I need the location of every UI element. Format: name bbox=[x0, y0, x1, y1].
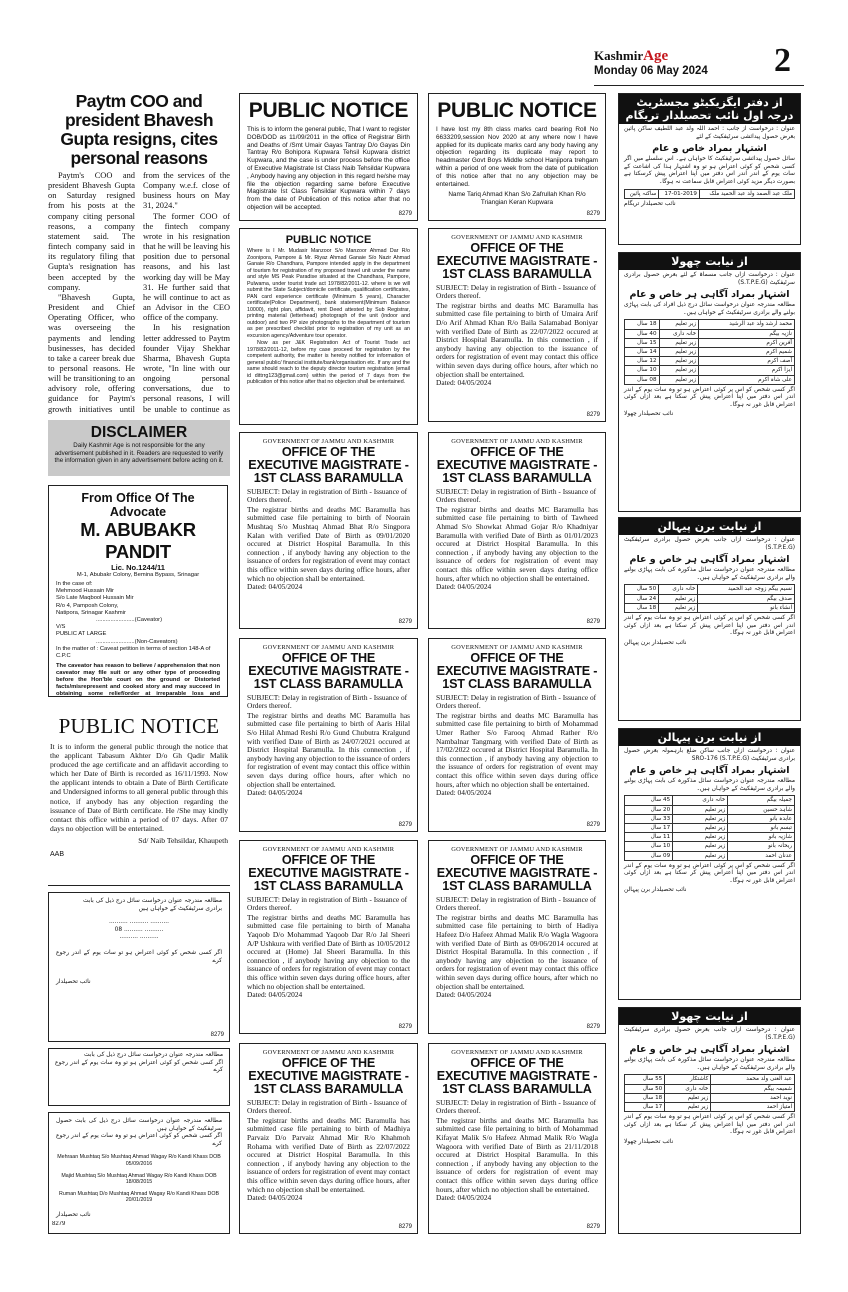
notice-body: The registrar births and deaths MC Baramulla has submitted case file pertaining to birth of Aaris Hilal S/o Hilal Ahmad Reshi R/o Gund Chubutra Kralgund with verified Date of Birth as 24/07/2021 occured at District Hospital Baramulla. In this connection , if anybody having any objection to the issuance of orders for registration of event may contact this office within seven days during office hours, after which no objection shall be entertained. bbox=[247, 710, 410, 789]
urdu-line: اگر کسی شخص کو کوئی اعتراض ہو تو وہ سات یوم کے اندر رجوع کرے bbox=[55, 1059, 223, 1074]
table-cell: زیر تعلیم bbox=[659, 375, 699, 384]
table-cell: 40 سال bbox=[625, 329, 660, 338]
disclaimer-body: Daily Kashmir Age is not responsible for the any advertisement published in it. Readers are requested to verify the information given in any advertisement before acting on it. bbox=[54, 442, 224, 465]
article-paragraph: from the services of the Company w.e.f. close of business hours on May 31, 2024." bbox=[143, 171, 230, 211]
birth-notice bbox=[239, 432, 418, 629]
table-cell: 12 سال bbox=[625, 357, 660, 366]
urdu-subject: عنوان : درخواست ازاں جانب ساکن ضلع بارہمولہ بغرض حصول برادری سرٹیفکیٹ SRO-176 (S.T.P.E.G) bbox=[624, 748, 795, 762]
office-title: OFFICE OF THE EXECUTIVE MAGISTRATE - 1ST CLASS BARAMULLA bbox=[248, 1056, 409, 1097]
advocate-line: In the case of: bbox=[56, 581, 93, 587]
ad-id: 8279 bbox=[52, 1221, 66, 1227]
urdu-table bbox=[624, 1074, 795, 1112]
urdu-row-en: Ruman Mushtaq D/o Mushtaq Ahmad Wagay R/o Kandi Khass DOB 20/01/2019 bbox=[59, 1190, 219, 1204]
urdu-notice-left-1 bbox=[48, 892, 230, 1042]
advocate-line: S/o Late Maqbool Hussain Mir bbox=[56, 595, 134, 602]
advocate-paragraph: The caveator has reason to believe / apprehension that non caveator may file suit or any other type of proceeding before the Hon'ble court on the ground or Distorted facts/misrepresent and cooked story and may succeed in obtaining some relief/order at irreparable loss and bbox=[56, 663, 220, 697]
table-cell: خانہ داری bbox=[673, 796, 728, 805]
urdu-text: مطالعہ مندرجہ عنوان درخواست سائل مذکورہ کی بابت پہاڑی بولنے والے برادری سرٹیفکیٹ کے خواہاں ہیں۔ bbox=[624, 567, 795, 581]
urdu-signature: نائب تحصیلدار برن پیہالن bbox=[624, 639, 687, 646]
advocate-notice bbox=[48, 485, 228, 697]
public-notice-1-title: PUBLIC NOTICE bbox=[248, 99, 409, 122]
advocate-license: Lic. No.1244/11 bbox=[111, 563, 165, 572]
urdu-line: اگر کسی شخص کو کوئی اعتراض ہو تو سات یوم کے اندر رجوع کرے bbox=[56, 949, 222, 964]
table-cell: 50 سال bbox=[625, 1084, 665, 1093]
notice-date: Dated: 04/05/2024 bbox=[436, 582, 492, 592]
table-cell: 24 سال bbox=[625, 594, 659, 603]
table-cell: شمیم اکرم bbox=[699, 347, 795, 356]
office-title: OFFICE OF THE EXECUTIVE MAGISTRATE - 1ST CLASS BARAMULLA bbox=[248, 445, 409, 486]
urdu-table bbox=[624, 584, 795, 613]
table-cell: عبد الغنی ولد محمد bbox=[711, 1075, 795, 1084]
notice-date: Dated: 04/05/2024 bbox=[247, 582, 303, 592]
table-row bbox=[625, 833, 795, 842]
table-cell: زیر تعلیم bbox=[673, 833, 728, 842]
office-title: OFFICE OF THE EXECUTIVE MAGISTRATE - 1ST CLASS BARAMULLA bbox=[248, 853, 409, 894]
notice-body: The registrar births and deaths MC Baramulla has submitted case file pertaining to birth of Manaha Yaqoob D/o Mohammad Yaqoob Dar R/o Jal Sheeri A/P Ushkura with verified Date of Birth as 10/05/2012 occured at (Home) Jal Sheeri Baramulla. In this connection , if anybody having any objection to the issuance of orders for registration of event may contact this office within seven days during office hours, after which no objection shall be entertained. bbox=[247, 912, 410, 991]
public-notice-1 bbox=[239, 93, 418, 221]
advocate-line: ........................(Caveator) bbox=[96, 617, 163, 624]
office-title: OFFICE OF THE EXECUTIVE MAGISTRATE - 1ST CLASS BARAMULLA bbox=[436, 853, 598, 894]
ad-id: 8279 bbox=[586, 211, 600, 217]
table-cell: جمیلہ بیگم bbox=[728, 796, 795, 805]
public-notice-big-title: PUBLIC NOTICE bbox=[58, 714, 220, 738]
table-row bbox=[625, 189, 795, 198]
advocate-name: M. ABUBAKR PANDIT bbox=[80, 519, 196, 562]
table-cell: عابدہ بانو bbox=[728, 814, 795, 823]
urdu-header: از نیابت برن پیہالن bbox=[619, 518, 800, 535]
table-cell: زیر تعلیم bbox=[659, 603, 698, 612]
table-row bbox=[625, 842, 795, 851]
urdu-signature: نائب تحصیلدار bbox=[56, 1211, 91, 1218]
public-notice-2-signature: Name Tariq Ahmad Khan S/o Zafrullah Khan R/o Triangian Keran Kupwara bbox=[448, 191, 586, 207]
table-cell: 18 سال bbox=[625, 1093, 665, 1102]
urdu-notice-1 bbox=[618, 93, 801, 245]
table-cell: زیر تعلیم bbox=[659, 366, 699, 375]
urdu-notice-left-2 bbox=[48, 1112, 230, 1234]
disclaimer-box bbox=[48, 420, 230, 476]
urdu-line: .......... .......... 08 bbox=[114, 926, 164, 933]
notice-date: Dated: 04/05/2024 bbox=[436, 1193, 492, 1203]
table-cell: زیر تعلیم bbox=[673, 805, 728, 814]
urdu-line: مطالعہ مندرجہ عنوان درخواست سائل درج ذیل کی بابت حصول سرٹیفکیٹ کے خواہاں ہیں bbox=[56, 1118, 222, 1132]
notice-date: Dated: 04/05/2024 bbox=[436, 788, 492, 798]
public-notice-big bbox=[48, 712, 230, 884]
public-notice-1-body: This is to inform the general public, That I want to register DOB/DOD as 11/09/2011 in the office of Registrar Birth and Deaths of /Smt Umair Gayas Tantray D/o Gayas Din Tantray R/o Bohipora Kupwara Tehsil Kupwara district Kupwara, and the case is under process before the office of Executive Magistrate Ist Class Naib Tehsildar Kupwara , Anybody having any objection in this regard he/she may file the objection regarding same before Executive Magistrate Ist Class Tehsildar Kupwara within 7 days from the date of Publication of this notice after that no objection will be accepted. bbox=[247, 126, 410, 211]
office-title: OFFICE OF THE EXECUTIVE MAGISTRATE - 1ST CLASS BARAMULLA bbox=[248, 651, 409, 692]
table-cell: 17 سال bbox=[625, 1102, 665, 1111]
urdu-signature: نائب تحصیلدار bbox=[56, 979, 91, 986]
table-cell: 55 سال bbox=[625, 1075, 665, 1084]
urdu-subject: عنوان : درخواست ازاں جانب بغرض حصول برادری سرٹیفکیٹ (S.T.P.E.G) bbox=[624, 537, 795, 551]
urdu-line: .......... .......... bbox=[119, 934, 159, 941]
table-cell: زیر تعلیم bbox=[665, 1093, 711, 1102]
urdu-footer: اگر کسی شخص کو اس پر کوئی اعتراض ہو تو وہ سات یوم کے اندر اندر اس دفتر میں اپنا اعتراض پیش کر سکتا ہے بعد ازاں کوئی اعتراض قابل غور نہ ہوگا۔ bbox=[624, 1114, 795, 1136]
birth-notice bbox=[239, 1043, 418, 1234]
table-cell: 18 سال bbox=[625, 320, 660, 329]
urdu-signature: نائب تحصیلدار تریگام bbox=[624, 200, 676, 207]
birth-notice bbox=[428, 228, 606, 422]
masthead-date: Monday 06 May 2024 bbox=[594, 65, 708, 77]
table-cell: 14 سال bbox=[625, 347, 660, 356]
birth-notice bbox=[428, 840, 606, 1034]
urdu-footer: اگر کسی شخص کو اس پر کوئی اعتراض ہو تو وہ سات یوم کے اندر اندر اس دفتر میں اپنا اعتراض پیش کر سکتا ہے بعد ازاں کوئی اعتراض قابل غور نہ ہوگا۔ bbox=[624, 614, 795, 637]
ad-id: 8279 bbox=[398, 211, 412, 217]
table-cell: زیر تعلیم bbox=[659, 357, 699, 366]
urdu-header: از نیابت چھولا bbox=[619, 1008, 800, 1025]
urdu-line: برادری سرٹیفکیٹ کے خواہاں ہیں bbox=[138, 905, 222, 912]
table-cell: 15 سال bbox=[625, 338, 660, 347]
table-row bbox=[625, 814, 795, 823]
urdu-line: اگر کسی شخص کو کوئی اعتراض ہو تو وہ سات یوم کے اندر رجوع کرے bbox=[56, 1133, 222, 1147]
ad-id: 8279 bbox=[398, 822, 412, 828]
public-notice-small-body2: Now as per J&K Registration Act of Tourist Trade act 1978/82/2011-12, before my case proceed for registration by the competent authority, the matter is hereby notified for information of general public/ financial institute/bank/organisation etc. If any and the same should reach to the deputy director tourism registration (email id dittrrg123@gmail.com) within the period of 7 days from the publication of this notice after that no objection shall be entertained. bbox=[247, 340, 410, 385]
urdu-text: سائل حصول پیدائشی سرٹیفکیٹ کا خواہاں ہے۔ اس سلسلے میں اگر کسی شخص کو کوئی اعتراض ہو تو وہ اشتہار ہذا کی اشاعت کے سات یوم کے اندر اندر اس دفتر میں اپنا اعتراض پیش کرسکتا ہے بصورت دیگر مزید کوئی اعتراض قابل سماعت نہ ہوگا۔ bbox=[624, 156, 795, 185]
table-cell: 11 سال bbox=[625, 833, 673, 842]
notice-body: The registrar births and deaths MC Baramulla has submitted case file pertaining to birth of Noorain Mushtaq S/o Mushtaq Ahmad Bhat R/o Singpora Kalan with verified Date of Birth as 09/01/2020 occured at District Hospital Baramulla. In this connection , if anybody having any objection to the issuance of orders for registration of event may contact this office within seven days during office hours, after which no objection shall be entertained. bbox=[247, 504, 410, 583]
ad-id: 8279 bbox=[586, 412, 600, 418]
table-cell: نازیہ بیگم bbox=[699, 329, 795, 338]
table-cell: 10 سال bbox=[625, 366, 660, 375]
office-title: OFFICE OF THE EXECUTIVE MAGISTRATE - 1ST CLASS BARAMULLA bbox=[436, 445, 598, 486]
advocate-line: Mehmood Hussain Mir bbox=[56, 588, 114, 595]
article-headline: Paytm COO and president Bhavesh Gupta resigns, cites personal reasons bbox=[60, 92, 218, 168]
table-row bbox=[625, 851, 795, 860]
notice-date: Dated: 04/05/2024 bbox=[247, 788, 303, 798]
birth-notice bbox=[239, 840, 418, 1034]
table-cell: 33 سال bbox=[625, 814, 673, 823]
public-notice-2 bbox=[428, 93, 606, 221]
table-cell: ریحانہ بانو bbox=[728, 842, 795, 851]
table-cell: کاشتکار bbox=[665, 1075, 711, 1084]
table-cell: زیر تعلیم bbox=[665, 1102, 711, 1111]
table-cell: شاہد حسین bbox=[728, 805, 795, 814]
notice-subject: SUBJECT: Delay in registration of Birth - Issuance of Orders thereof. bbox=[436, 1097, 597, 1116]
article-paragraph: The former COO of the fintech company wrote in his resignation that he will be leaving his position due to personal reasons, and his last working day will be May 31. He further said that he will continue to act as an Advisor in the CEO office of the company. bbox=[143, 211, 230, 323]
ad-id: 8279 bbox=[586, 822, 600, 828]
urdu-table bbox=[624, 795, 795, 860]
article-paragraph: In his resignation letter addressed to Paytm founder Vijay Shekhar Sharma, Bhavesh Gupta wrote, "In line with our ongoing personal conversations, due to personal reasons, I will be unable to continue as bbox=[143, 323, 230, 414]
urdu-title: اشتہار بمراد خاص و عام bbox=[652, 143, 767, 155]
gov-label: GOVERNMENT OF JAMMU AND KASHMIR bbox=[451, 438, 583, 445]
urdu-signature: نائب تحصیلدار برن پیہالن bbox=[624, 887, 687, 894]
notice-body: The registrar births and deaths MC Baramulla has submitted case file pertaining to birth of Hadiya Hafeez D/o Hafeez Ahmad Malik R/o Wagla Wagoora with verified Date of Birth as 09/06/2014 occured at District Hospital Baramulla. In this connection , if anybody having any objection to the issuance of orders for registration of event may contact this office within seven days during office hours, after which no objection shall be entertained. bbox=[436, 912, 598, 991]
gov-label: GOVERNMENT OF JAMMU AND KASHMIR bbox=[262, 438, 395, 445]
urdu-subject: عنوان : درخواست از جانب : احمد اللہ ولد عبد اللطیف ساکن پائین بغرض حصول پیدائشی سرٹیفکیٹ کے لئے bbox=[624, 126, 795, 140]
table-cell: 17 سال bbox=[625, 823, 673, 832]
article-paragraph: "Bhavesh Gupta, President and Chief Operating Officer, who was overseeing the payments and lending businesses, has decided to take a career break due to personal reasons. He will be transitioning to an advisory role, offering guidance for Paytm's growth initiatives until bbox=[48, 292, 135, 414]
table-row bbox=[625, 1102, 795, 1111]
table-cell: محمد ارشد ولد عبد الرشید bbox=[699, 320, 795, 329]
advocate-line: In the matter of : Caveat petition in terms of section 148-A of C.P.C bbox=[56, 645, 211, 660]
public-notice-big-tag: AAB bbox=[50, 850, 65, 858]
public-notice-big-body: It is to inform the general public through the notice that the applicant Tabasum Akhter D/o Gh Qadir Malik produced the age certificate and an affidavit according to which her Date of Birth is recorded as 16/11/1993. Now the applicant intends to obtain a Date of Birth Certificate and Undersigned informs to all general public through this notice, if anybody has any objection regarding the issuance of Date of Birth certificate. He /She may kindly contact this office within a period of 07 days. After 07 days no objection will be entertained. bbox=[50, 742, 228, 833]
table-cell: نوید احمد bbox=[711, 1093, 795, 1102]
table-row bbox=[625, 329, 795, 338]
table-cell: شازیہ بانو bbox=[728, 833, 795, 842]
table-cell: تبسم بانو bbox=[728, 823, 795, 832]
table-cell: امتیاز احمد bbox=[711, 1102, 795, 1111]
table-cell: زیر تعلیم bbox=[659, 347, 699, 356]
urdu-title: اشتہار بمراد آگاہی ہر خاص و عام bbox=[629, 289, 790, 301]
table-cell: زیر تعلیم bbox=[673, 823, 728, 832]
urdu-text: مطالعہ مندرجہ عنوان درخواست سائل مذکورہ کی بابت پہاڑی بولنے والے برادری سرٹیفکیٹ کے خواہاں ہیں۔ bbox=[624, 778, 795, 792]
table-cell: زیر تعلیم bbox=[659, 594, 698, 603]
gov-label: GOVERNMENT OF JAMMU AND KASHMIR bbox=[451, 1049, 583, 1056]
birth-notice bbox=[239, 638, 418, 832]
ad-id: 8279 bbox=[210, 1032, 224, 1038]
notice-body: The registrar births and deaths MC Baramulla has submitted case file pertaining to birth of Umaira Arif D/o Arif Ahmad Khan R/o Baila Salamabad Boniyar with verified Date of Birth as 22/07/2022 occured at District Hospital Baramulla. In this connection , if anybody having any objection to the issuance of orders for registration of event may contact this office within seven days during office hours, after which no objection shall be entertained. bbox=[436, 300, 598, 379]
table-cell: نسیم بیگم زوجہ عبد الحمید bbox=[698, 585, 795, 594]
table-row bbox=[625, 338, 795, 347]
table-cell: آصف اکرم bbox=[699, 357, 795, 366]
public-notice-2-body: I have lost my 8th class marks card bearing Roll No 6633209,session Nov 2020 at any where now I have applied for its duplicate marks card any body having any objection regarding its duplicate may report to headmaster Govt Boys Middle school Hanjipora trehgam within a period of one week from the date of publication of this notice after that no any objection may be entertained. bbox=[436, 126, 598, 188]
table-cell: علی شاہ اکرم bbox=[699, 375, 795, 384]
table-cell: زیر تعلیم bbox=[659, 338, 699, 347]
table-row bbox=[625, 357, 795, 366]
urdu-text: مطالعہ مندرجہ عنوان درخواست سائل مذکورہ کی بابت پہاڑی بولنے والے برادری سرٹیفکیٹ کے خواہاں ہیں۔ bbox=[624, 1057, 795, 1071]
advocate-line: Natipora, Srinagar Kashmir bbox=[56, 609, 126, 616]
urdu-footer: اگر کسی شخص کو اس پر کوئی اعتراض ہو تو وہ سات یوم کے اندر اندر اس دفتر میں اپنا اعتراض پیش کر سکتا ہے بعد ازاں کوئی اعتراض قابل غور نہ ہوگا۔ bbox=[624, 862, 795, 884]
birth-notice bbox=[428, 432, 606, 629]
notice-date: Dated: 04/05/2024 bbox=[436, 378, 492, 388]
masthead-logo: KashmirAge bbox=[594, 48, 669, 64]
table-cell: ساکنہ پائین bbox=[625, 189, 659, 198]
gov-label: GOVERNMENT OF JAMMU AND KASHMIR bbox=[262, 846, 395, 853]
notice-subject: SUBJECT: Delay in registration of Birth - Issuance of Orders thereof. bbox=[247, 692, 408, 711]
urdu-signature: نائب تحصیلدار چھولا bbox=[624, 411, 674, 418]
table-row bbox=[625, 320, 795, 329]
public-notice-big-signature: Sd/ Naib Tehsildar, Khaupeth bbox=[138, 835, 228, 845]
notice-subject: SUBJECT: Delay in registration of Birth - Issuance of Orders thereof. bbox=[247, 894, 408, 913]
urdu-subject: عنوان : درخواست ازاں جانب بغرض حصول برادری سرٹیفکیٹ (S.T.P.E.G) bbox=[624, 1027, 795, 1041]
urdu-subject: عنوان : درخواست ازاں جانب مسماۃ کے لئے بغرض حصول برادری سرٹیفکیٹ (S.T.P.E.G) bbox=[624, 272, 795, 286]
advocate-from: From Office Of The Advocate bbox=[81, 491, 195, 519]
ad-id: 8279 bbox=[398, 1224, 412, 1230]
table-cell: 20 سال bbox=[625, 805, 673, 814]
urdu-title: اشتہار بمراد آگاہی ہر خاص و عام bbox=[629, 1044, 790, 1056]
urdu-footer: اگر کسی شخص کو اس پر کوئی اعتراض ہو تو وہ سات یوم کے اندر اندر اس دفتر میں اپنا اعتراض پیش کر سکتا ہے بعد ازاں کوئی اعتراض قابل غور نہ ہوگا۔ bbox=[624, 386, 795, 408]
notice-body: The registrar births and deaths MC Baramulla has submitted case file pertaining to birth of Mohammad Kifayat Malik S/o Hafeez Ahmad Malik R/o Wagla Wagoora with verified Date of Birth as 21/11/2018 occured at District Hospital Baramulla. In this connection , if anybody having any objection to the issuance of orders for registration of event may contact this office within seven days during office hours, after which no objection shall be entertained. bbox=[436, 1115, 598, 1194]
notice-subject: SUBJECT: Delay in registration of Birth - Issuance of Orders thereof. bbox=[247, 1097, 408, 1116]
ad-id: 8279 bbox=[398, 1024, 412, 1030]
table-cell: 17-01-2019 bbox=[659, 189, 700, 198]
notice-subject: SUBJECT: Delay in registration of Birth - Issuance of Orders thereof. bbox=[436, 692, 597, 711]
urdu-table bbox=[624, 189, 795, 199]
urdu-row-en: Majid Mushtaq S/o Mushtaq Ahmad Wagay R/o Kandi Khass DOB 18/08/2015 bbox=[61, 1172, 217, 1186]
table-row bbox=[625, 823, 795, 832]
urdu-header: از دفتر ایگزیکیٹو مجسٹریٹ درجہ اول نائب تحصیلدار تریگام bbox=[619, 94, 800, 124]
urdu-line: مطالعہ مندرجہ عنوان درخواست سائل درج ذیل کی بابت bbox=[83, 1052, 223, 1058]
table-cell: خانہ داری bbox=[659, 329, 699, 338]
advocate-line: V/S bbox=[56, 624, 66, 631]
office-title: OFFICE OF THE EXECUTIVE MAGISTRATE - 1ST CLASS BARAMULLA bbox=[436, 1056, 598, 1097]
table-cell: 09 سال bbox=[625, 851, 673, 860]
notice-subject: SUBJECT: Delay in registration of Birth - Issuance of Orders thereof. bbox=[436, 894, 597, 913]
table-cell: 45 سال bbox=[625, 796, 673, 805]
urdu-table bbox=[624, 319, 795, 384]
table-cell: خانہ داری bbox=[659, 585, 698, 594]
notice-body: The registrar births and deaths MC Baramulla has submitted case file pertaining to birth of Mohammad Umer Rather S/o Farooq Ahmad Rather R/o Nambalnar Tangmarg with verified Date of Birth as 17/02/2022 occured at District Hospital Baramulla. In this connection , if anybody having any objection to the issuance of orders for registration of event may contact this office within seven days during office hours, after which no objection shall be entertained. bbox=[436, 710, 598, 789]
advocate-address: M-1, Abubakr Colony, Bemina Bypass, Srinagar bbox=[76, 572, 200, 578]
public-notice-small-title: PUBLIC NOTICE bbox=[285, 234, 372, 246]
ad-id: 8279 bbox=[586, 1024, 600, 1030]
advocate-line: ........................(Non-Caveators) bbox=[96, 638, 178, 645]
office-title: OFFICE OF THE EXECUTIVE MAGISTRATE - 1ST CLASS BARAMULLA bbox=[436, 651, 598, 692]
notice-date: Dated: 04/05/2024 bbox=[436, 990, 492, 1000]
table-row bbox=[625, 805, 795, 814]
public-notice-2-title: PUBLIC NOTICE bbox=[437, 99, 597, 122]
gov-label: GOVERNMENT OF JAMMU AND KASHMIR bbox=[451, 846, 583, 853]
advocate-line: R/o 4, Pamposh Colony, bbox=[56, 602, 119, 609]
notice-subject: SUBJECT: Delay in registration of Birth - Issuance of Orders thereof. bbox=[247, 486, 408, 505]
public-notice-small-body: Where is I Mr. Mudasir Manzoor S/o Manzoor Ahmad Dar R/o Zoonipora, Pampore & Mr. Riyaz Ahmad Ganaie S/o Nazir Ahmad Ganaie R/o Chandhara, Pampore intended apply in the department of tourism for registration of my proposed travel unit under the name and style MS Peak Paradise situated at the Chandhara, Pampore, Pulwama, under tourist trade act 1978/82/2011-12. where is we will submit the State Subject/domicile certificate, qualification certificates, PAN card experience certificate (Minimum 5 years), Character certificate(Police Department), bank statement(Minimum Balance 10000), right plan, affidavit, rent Deed attested by Sub Registrar, printing material (letterhead) photograph of the unit (indoor and outdoor) and two PP size photographs to the department of tourism as per prescribed checklist prior to registration of my unit as an excursion agency/Adventure tour operator. bbox=[247, 248, 410, 339]
table-cell: آفرین اکرم bbox=[699, 338, 795, 347]
table-row bbox=[625, 594, 795, 603]
urdu-notice-mid-small bbox=[48, 1048, 230, 1106]
table-cell: زیر تعلیم bbox=[659, 320, 699, 329]
table-cell: 08 سال bbox=[625, 375, 660, 384]
table-cell: صدف بیگم bbox=[698, 594, 795, 603]
table-cell: 10 سال bbox=[625, 842, 673, 851]
gov-label: GOVERNMENT OF JAMMU AND KASHMIR bbox=[451, 234, 583, 241]
table-row bbox=[625, 796, 795, 805]
notice-body: The registrar births and deaths MC Baramulla has submitted case file pertaining to birth of Tawheed Ahmad S/o Showkat Ahmad Gojar R/o Khadniyar Baramulla with verified Date of Birth as 01/01/2023 occured at District Hospital Baramulla. In this connection , if anybody having any objection to the issuance of orders for registration of event may contact this office within seven days during office hours, after which no objection shall be entertained. bbox=[436, 504, 598, 583]
disclaimer-title: DISCLAIMER bbox=[90, 424, 188, 441]
gov-label: GOVERNMENT OF JAMMU AND KASHMIR bbox=[262, 644, 395, 651]
article bbox=[48, 92, 230, 414]
ad-id: 8279 bbox=[398, 619, 412, 625]
birth-notice bbox=[428, 1043, 606, 1234]
table-cell: زیر تعلیم bbox=[673, 851, 728, 860]
table-cell: 50 سال bbox=[625, 585, 659, 594]
urdu-header: از نیابت چھولا bbox=[619, 253, 800, 270]
notice-subject: SUBJECT: Delay in registration of Birth - Issuance of Orders thereof. bbox=[436, 486, 597, 505]
notice-date: Dated: 04/05/2024 bbox=[247, 1193, 303, 1203]
ad-id: 8279 bbox=[586, 619, 600, 625]
gov-label: GOVERNMENT OF JAMMU AND KASHMIR bbox=[262, 1049, 395, 1056]
urdu-notice-3 bbox=[618, 517, 801, 721]
office-title: OFFICE OF THE EXECUTIVE MAGISTRATE - 1ST CLASS BARAMULLA bbox=[436, 241, 598, 282]
table-row bbox=[625, 585, 795, 594]
page-number: 2 bbox=[774, 46, 791, 79]
urdu-row-en: Mehraan Mushtaq S/o Mushtaq Ahmad Wagay R/o Kandi Khass DOB 05/09/2016 bbox=[57, 1154, 221, 1167]
article-paragraph: Paytm's COO and president Bhavesh Gupta on Saturday resigned from his posts at the company citing personal reasons, a company statement said. The fintech company said in its regulatory filing that Gupta's resignation has been accepted by the company. bbox=[48, 171, 135, 292]
table-row bbox=[625, 347, 795, 356]
urdu-signature: نائب تحصیلدار چھولا bbox=[624, 1138, 674, 1145]
urdu-notice-2 bbox=[618, 252, 801, 512]
notice-body: The registrar births and deaths MC Baramulla has submitted case file pertaining to birth of Madhiya Parvaiz D/o Parvaiz Ahmad Mir R/o Khahmoh Rohama with verified Date of Birth as 22/07/2022 occured at District Hospital Baramulla. In this connection , if anybody having any objection to the issuance of orders for registration of event may contact this office within seven days during office hours, after which no objection shall be entertained. bbox=[247, 1115, 410, 1194]
masthead bbox=[594, 46, 844, 86]
table-row bbox=[625, 366, 795, 375]
urdu-line: مطالعہ مندرجہ عنوان درخواست سائل درج ذیل کی بابت bbox=[82, 898, 222, 904]
notice-date: Dated: 04/05/2024 bbox=[247, 990, 303, 1000]
table-row bbox=[625, 1075, 795, 1084]
urdu-text: مطالعہ مندرجہ عنوان درخواست سائل درج ذیل افراد کی بابت پہاڑی بولنے والے برادری سرٹیفکیٹ کے خواہاں ہیں۔ bbox=[624, 302, 795, 316]
table-cell: انشاء بانو bbox=[698, 603, 795, 612]
table-cell: ملک عبد الصمد ولد عبد الحمید ملک bbox=[699, 189, 794, 198]
gov-label: GOVERNMENT OF JAMMU AND KASHMIR bbox=[451, 644, 583, 651]
birth-notice bbox=[428, 638, 606, 832]
table-cell: خانہ داری bbox=[665, 1084, 711, 1093]
table-row bbox=[625, 1084, 795, 1093]
table-row bbox=[625, 375, 795, 384]
table-cell: ایزا اکرم bbox=[699, 366, 795, 375]
table-cell: عدنان احمد bbox=[728, 851, 795, 860]
ad-id: 8279 bbox=[586, 1224, 600, 1230]
table-cell: زیر تعلیم bbox=[673, 842, 728, 851]
table-cell: 18 سال bbox=[625, 603, 659, 612]
urdu-line: .......... .......... .......... bbox=[109, 919, 169, 926]
urdu-header: از نیابت برن پیہالن bbox=[619, 729, 800, 746]
article-body bbox=[48, 171, 230, 414]
notice-subject: SUBJECT: Delay in registration of Birth - Issuance of Orders thereof. bbox=[436, 282, 597, 301]
advocate-line: PUBLIC AT LARGE bbox=[56, 631, 107, 638]
table-cell: زیر تعلیم bbox=[673, 814, 728, 823]
urdu-title: اشتہار بمراد آگاہی ہر خاص و عام bbox=[629, 554, 790, 566]
table-cell: شمیمہ بیگم bbox=[711, 1084, 795, 1093]
public-notice-small bbox=[239, 228, 418, 425]
urdu-title: اشتہار بمراد آگاہی ہر خاص و عام bbox=[629, 765, 790, 777]
table-row bbox=[625, 1093, 795, 1102]
table-row bbox=[625, 603, 795, 612]
urdu-notice-5 bbox=[618, 1007, 801, 1234]
urdu-notice-4 bbox=[618, 728, 801, 1000]
